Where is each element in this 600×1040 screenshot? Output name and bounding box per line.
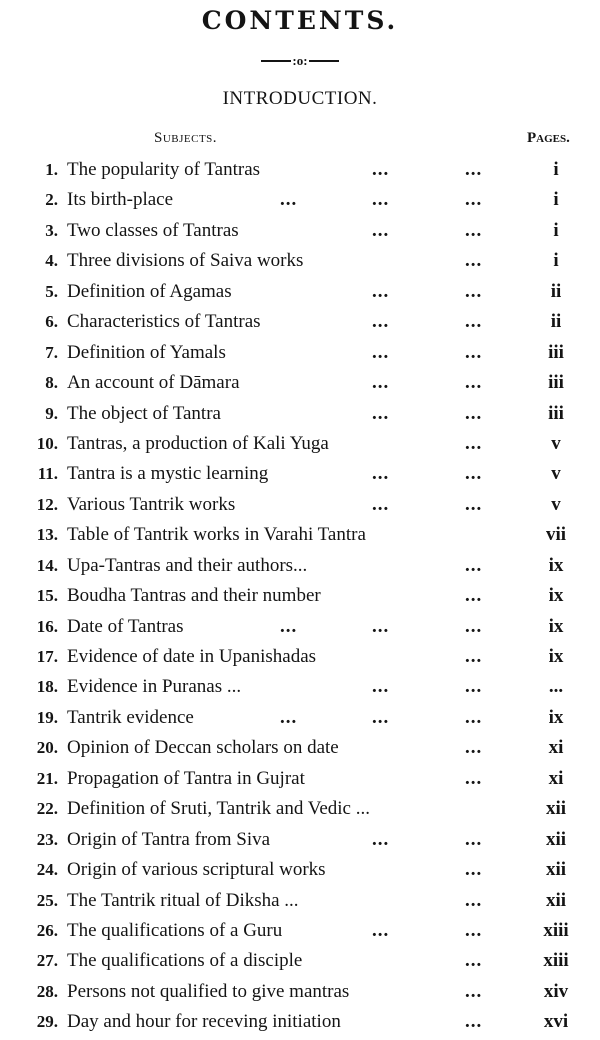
leader-dots: ... <box>465 219 483 241</box>
entry-subject: The qualifications of a Guru <box>67 919 283 941</box>
entry-subject: Origin of Tantra from Siva <box>67 828 271 850</box>
entry-page: xvi <box>543 1011 569 1033</box>
entry-number: 4. <box>45 251 58 271</box>
entry-page: xiii <box>543 919 569 941</box>
entry-page: xi <box>548 737 564 759</box>
entry-number: 6. <box>45 312 58 332</box>
entry-subject: An account of Dāmara <box>67 372 240 394</box>
leader-dots: ... <box>372 159 390 180</box>
leader-dots: ... <box>372 615 390 637</box>
entry-number: 29. <box>36 1012 58 1032</box>
entry-page: ix <box>548 615 564 637</box>
entry-number: 18. <box>36 677 58 697</box>
leader-dots: ... <box>465 554 483 576</box>
leader-dots: ... <box>465 280 483 302</box>
entry-page: i <box>553 189 559 211</box>
entry-page: xi <box>548 767 564 789</box>
contents-entry <box>0 887 600 917</box>
contents-entry <box>0 765 600 795</box>
entry-page: v <box>551 463 561 485</box>
contents-entry <box>0 582 600 612</box>
entry-page: ii <box>550 280 562 302</box>
entry-number: 21. <box>36 768 58 788</box>
entry-subject: Tantras, a production of Kali Yuga <box>67 432 329 454</box>
leader-dots: ... <box>465 828 483 850</box>
contents-list <box>0 156 600 1039</box>
entry-subject: Boudha Tantras and their number <box>67 585 321 607</box>
entry-subject: Opinion of Deccan scholars on date <box>67 737 339 759</box>
entry-subject: Three divisions of Saiva works <box>67 250 304 272</box>
contents-entry <box>0 826 600 856</box>
entry-number: 22. <box>36 799 58 819</box>
entry-number: 13. <box>36 525 58 545</box>
entry-subject: Tantrik evidence <box>67 706 194 728</box>
contents-entry <box>0 186 600 216</box>
contents-entry <box>0 704 600 734</box>
leader-dots: ... <box>280 706 298 728</box>
entry-subject: Tantra is a mystic learning <box>67 463 269 485</box>
leader-dots: ... <box>465 615 483 637</box>
entry-subject: Various Tantrik works <box>67 493 236 515</box>
entry-number: 5. <box>45 281 58 301</box>
leader-dots: ... <box>372 493 390 515</box>
contents-entry <box>0 734 600 764</box>
leader-dots: ... <box>465 585 483 607</box>
entry-page: ii <box>550 311 562 333</box>
contents-entry <box>0 369 600 399</box>
contents-entry <box>0 430 600 460</box>
entry-subject: Evidence in Puranas ... <box>67 676 242 698</box>
entry-page: xii <box>545 859 567 881</box>
entry-number: 2. <box>45 190 58 210</box>
leader-dots: ... <box>465 767 483 789</box>
entry-subject: Definition of Agamas <box>67 280 232 302</box>
entry-number: 9. <box>45 403 58 423</box>
leader-dots: ... <box>372 311 390 333</box>
contents-entry <box>0 400 600 430</box>
leader-dots: ... <box>372 280 390 302</box>
entry-page: v <box>551 493 561 515</box>
entry-page: iii <box>548 372 564 394</box>
divider-mark: :o: <box>292 53 308 69</box>
entry-page: xii <box>545 798 567 820</box>
entry-page: i <box>553 250 559 272</box>
contents-entry <box>0 673 600 703</box>
leader-dots: ... <box>465 919 483 941</box>
leader-dots: ... <box>465 189 483 211</box>
leader-dots: ... <box>465 463 483 485</box>
entry-page: ix <box>548 585 564 607</box>
leader-dots: ... <box>372 402 390 424</box>
contents-entry <box>0 1008 600 1038</box>
contents-entry <box>0 339 600 369</box>
entry-page: ix <box>548 706 564 728</box>
leader-dots: ... <box>372 828 390 850</box>
entry-subject: Propagation of Tantra in Gujrat <box>67 767 305 789</box>
leader-dots: ... <box>372 706 390 728</box>
entry-subject: Origin of various scriptural works <box>67 859 326 881</box>
leader-dots: ... <box>465 676 483 698</box>
divider-line-left <box>261 60 291 62</box>
entry-number: 26. <box>36 920 58 940</box>
leader-dots: ... <box>465 706 483 728</box>
entry-number: 1. <box>45 160 58 179</box>
leader-dots: ... <box>465 311 483 333</box>
contents-entry <box>0 217 600 247</box>
entry-number: 20. <box>36 738 58 758</box>
entry-number: 12. <box>36 494 58 514</box>
entry-number: 3. <box>45 220 58 240</box>
entry-number: 15. <box>36 586 58 606</box>
column-header-subjects: Subjects. <box>154 130 218 146</box>
entry-subject: The popularity of Tantras <box>67 159 261 180</box>
entry-subject: The object of Tantra <box>67 402 221 424</box>
leader-dots: ... <box>465 372 483 394</box>
leader-dots: ... <box>372 372 390 394</box>
leader-dots: ... <box>372 676 390 698</box>
leader-dots: ... <box>372 219 390 241</box>
contents-entry <box>0 552 600 582</box>
entry-page: v <box>551 432 561 454</box>
leader-dots: ... <box>465 159 483 180</box>
entry-subject: The qualifications of a disciple <box>67 950 303 972</box>
entry-subject: Persons not qualified to give mantras <box>67 980 350 1002</box>
contents-entry <box>0 613 600 643</box>
entry-number: 19. <box>36 707 58 727</box>
entry-subject: Characteristics of Tantras <box>67 311 261 333</box>
leader-dots: ... <box>465 646 483 667</box>
leader-dots: ... <box>372 189 390 211</box>
ornamental-divider <box>0 52 600 69</box>
entry-page: iii <box>548 341 564 363</box>
leader-dots: ... <box>280 189 298 211</box>
leader-dots: ... <box>465 432 483 454</box>
leader-dots: ... <box>465 889 483 911</box>
entry-number: 14. <box>36 555 58 575</box>
entry-number: 28. <box>36 981 58 1001</box>
page-title: CONTENTS. <box>201 6 399 35</box>
entry-number: 11. <box>37 464 58 484</box>
entry-number: 7. <box>45 342 58 362</box>
entry-subject: Definition of Yamals <box>67 341 226 363</box>
contents-entry <box>0 978 600 1008</box>
contents-entry <box>0 278 600 308</box>
contents-entry <box>0 856 600 886</box>
leader-dots: ... <box>465 250 483 272</box>
entry-subject: Table of Tantrik works in Varahi Tantra <box>67 524 366 546</box>
entry-number: 16. <box>36 616 58 636</box>
contents-entry <box>0 521 600 551</box>
leader-dots: ... <box>465 493 483 515</box>
entry-number: 23. <box>36 829 58 849</box>
contents-entry <box>0 460 600 490</box>
contents-entry <box>0 156 600 186</box>
entry-page: i <box>553 159 559 180</box>
entry-subject: Upa-Tantras and their authors... <box>67 554 308 576</box>
entry-subject: Two classes of Tantras <box>67 219 239 241</box>
entry-subject: Evidence of date in Upanishadas <box>67 646 317 667</box>
entry-subject: Its birth-place <box>67 189 174 211</box>
entry-number: 24. <box>36 860 58 880</box>
entry-number: 25. <box>36 890 58 910</box>
entry-page: ix <box>548 554 564 576</box>
divider-line-right <box>309 60 339 62</box>
contents-entry <box>0 947 600 977</box>
leader-dots: ... <box>465 737 483 759</box>
entry-subject: Day and hour for receving initiation <box>67 1011 341 1033</box>
entry-subject: Definition of Sruti, Tantrik and Vedic ... <box>67 798 370 820</box>
contents-entry <box>0 308 600 338</box>
leader-dots: ... <box>465 1011 483 1033</box>
leader-dots: ... <box>465 341 483 363</box>
entry-page: xii <box>545 828 567 850</box>
entry-page: ix <box>548 646 564 667</box>
entry-subject: Date of Tantras <box>67 615 184 637</box>
contents-entry <box>0 643 600 673</box>
entry-page: xiii <box>543 950 569 972</box>
leader-dots: ... <box>465 402 483 424</box>
leader-dots: ... <box>280 615 298 637</box>
column-header-pages: Pages. <box>527 130 570 146</box>
leader-dots: ... <box>465 950 483 972</box>
leader-dots: ... <box>372 341 390 363</box>
leader-dots: ... <box>372 919 390 941</box>
section-heading: INTRODUCTION. <box>222 88 378 109</box>
contents-entry <box>0 491 600 521</box>
entry-number: 10. <box>36 433 58 453</box>
contents-entry <box>0 795 600 825</box>
entry-page: iii <box>548 402 564 424</box>
entry-number: 27. <box>36 951 58 971</box>
leader-dots: ... <box>465 980 483 1002</box>
leader-dots: ... <box>465 859 483 881</box>
entry-page: i <box>553 219 559 241</box>
entry-number: 8. <box>45 373 58 393</box>
entry-subject: The Tantrik ritual of Diksha ... <box>67 889 299 911</box>
entry-page: ... <box>548 676 564 698</box>
contents-entry <box>0 917 600 947</box>
entry-page: vii <box>545 524 567 546</box>
leader-dots: ... <box>372 463 390 485</box>
entry-number: 17. <box>36 647 58 666</box>
contents-entry <box>0 247 600 277</box>
entry-page: xii <box>545 889 567 911</box>
entry-page: xiv <box>543 980 569 1002</box>
